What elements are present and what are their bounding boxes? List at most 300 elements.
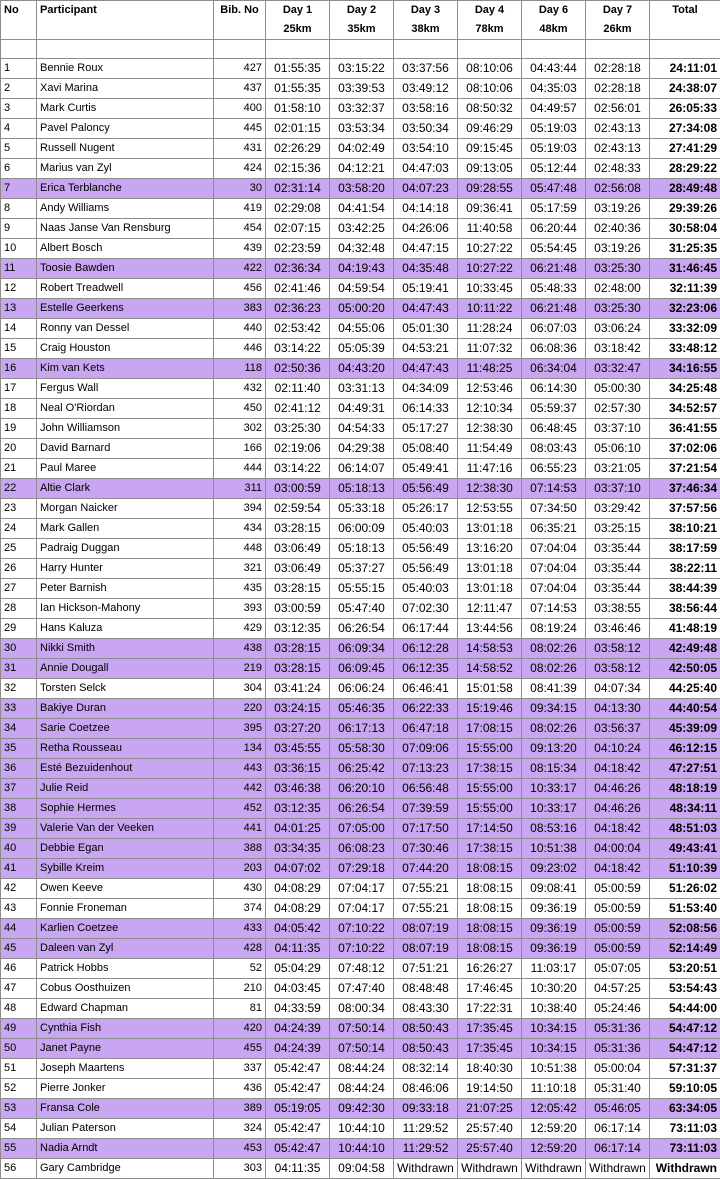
day-7-time: 02:48:00: [586, 279, 650, 299]
day-3-time: 04:47:15: [394, 239, 458, 259]
row-number: 50: [1, 1039, 37, 1059]
table-row: [1, 199, 720, 219]
participant-name: Esté Bezuidenhout: [37, 759, 214, 779]
day-2-time: 03:58:20: [330, 179, 394, 199]
day-3-time: 05:40:03: [394, 519, 458, 539]
day-6-time: 07:04:04: [522, 539, 586, 559]
day-3-time: 08:43:30: [394, 999, 458, 1019]
day-6-time: 06:07:03: [522, 319, 586, 339]
participant-name: Altie Clark: [37, 479, 214, 499]
bib-number: 422: [214, 259, 266, 279]
bib-number: 337: [214, 1059, 266, 1079]
day-1-time: 04:07:02: [266, 859, 330, 879]
row-number: 16: [1, 359, 37, 379]
day-6-time: 09:36:19: [522, 939, 586, 959]
bib-number: 450: [214, 399, 266, 419]
participant-name: Retha Rousseau: [37, 739, 214, 759]
table-row: [1, 1059, 720, 1079]
day-4-time: 18:40:30: [458, 1059, 522, 1079]
bib-number: 431: [214, 139, 266, 159]
day-2-time: 10:44:10: [330, 1139, 394, 1159]
bib-number: 394: [214, 499, 266, 519]
row-number: 35: [1, 739, 37, 759]
table-row: [1, 659, 720, 679]
participant-name: Sophie Hermes: [37, 799, 214, 819]
bib-number: 452: [214, 799, 266, 819]
participant-name: Marius van Zyl: [37, 159, 214, 179]
participant-name: Peter Barnish: [37, 579, 214, 599]
day-2-time: 07:50:14: [330, 1039, 394, 1059]
day-1-time: 04:05:42: [266, 919, 330, 939]
bib-number: 445: [214, 119, 266, 139]
day-1-time: 04:33:59: [266, 999, 330, 1019]
header-day-2: Day 2 35km: [330, 1, 394, 40]
day-7-time: 05:31:40: [586, 1079, 650, 1099]
total-time: 26:05:33: [650, 99, 720, 119]
day-6-time: 04:35:03: [522, 79, 586, 99]
day-1-time: 02:53:42: [266, 319, 330, 339]
day-3-time: 08:50:43: [394, 1039, 458, 1059]
bib-number: 424: [214, 159, 266, 179]
participant-name: Hans Kaluza: [37, 619, 214, 639]
day-6-time: 10:34:15: [522, 1019, 586, 1039]
day-6-time: 05:54:45: [522, 239, 586, 259]
day-2-time: 06:06:24: [330, 679, 394, 699]
total-time: 37:46:34: [650, 479, 720, 499]
header-day-3: Day 3 38km: [394, 1, 458, 40]
total-time: 42:49:48: [650, 639, 720, 659]
row-number: 51: [1, 1059, 37, 1079]
day-7-time: 05:24:46: [586, 999, 650, 1019]
day-6-time: 10:38:40: [522, 999, 586, 1019]
day-6-time: 12:05:42: [522, 1099, 586, 1119]
table-row: [1, 839, 720, 859]
participant-name: Owen Keeve: [37, 879, 214, 899]
day-1-time: 02:11:40: [266, 379, 330, 399]
day-2-time: 04:29:38: [330, 439, 394, 459]
day-2-time: 06:20:10: [330, 779, 394, 799]
participant-name: Estelle Geerkens: [37, 299, 214, 319]
day-4-time: 12:10:34: [458, 399, 522, 419]
day-7-time: 05:46:05: [586, 1099, 650, 1119]
day-7-time: 06:17:14: [586, 1139, 650, 1159]
day-1-time: 01:55:35: [266, 79, 330, 99]
day-3-time: 04:34:09: [394, 379, 458, 399]
total-time: 32:11:39: [650, 279, 720, 299]
bib-number: 118: [214, 359, 266, 379]
table-row: [1, 559, 720, 579]
day-1-time: 03:46:38: [266, 779, 330, 799]
row-number: 7: [1, 179, 37, 199]
row-number: 38: [1, 799, 37, 819]
participant-name: Toosie Bawden: [37, 259, 214, 279]
day-1-time: 03:28:15: [266, 639, 330, 659]
participant-name: Fergus Wall: [37, 379, 214, 399]
table-row: [1, 1159, 720, 1179]
bib-number: 134: [214, 739, 266, 759]
day-4-time: 14:58:53: [458, 639, 522, 659]
day-4-time: 08:10:06: [458, 79, 522, 99]
table-row: [1, 639, 720, 659]
table-row: [1, 519, 720, 539]
table-row: [1, 419, 720, 439]
bib-number: 437: [214, 79, 266, 99]
table-row: [1, 779, 720, 799]
day-4-time: 14:58:52: [458, 659, 522, 679]
day-2-time: 07:47:40: [330, 979, 394, 999]
day-4-time: 18:08:15: [458, 859, 522, 879]
day-7-time: 04:46:26: [586, 799, 650, 819]
day-7-time: 02:43:13: [586, 119, 650, 139]
row-number: 12: [1, 279, 37, 299]
day-4-time: 10:11:22: [458, 299, 522, 319]
day-2-time: 10:44:10: [330, 1119, 394, 1139]
participant-name: Craig Houston: [37, 339, 214, 359]
day-1-time: 03:00:59: [266, 479, 330, 499]
day-2-time: 07:29:18: [330, 859, 394, 879]
day-2-time: 05:47:40: [330, 599, 394, 619]
total-time: 73:11:03: [650, 1119, 720, 1139]
row-number: 36: [1, 759, 37, 779]
day-7-time: 04:57:25: [586, 979, 650, 999]
participant-name: Nadia Arndt: [37, 1139, 214, 1159]
table-row: [1, 1139, 720, 1159]
participant-name: Erica Terblanche: [37, 179, 214, 199]
day-3-time: 09:33:18: [394, 1099, 458, 1119]
day-2-time: 03:53:34: [330, 119, 394, 139]
participant-name: Morgan Naicker: [37, 499, 214, 519]
day-4-time: 12:38:30: [458, 419, 522, 439]
row-number: 33: [1, 699, 37, 719]
day-1-time: 03:24:15: [266, 699, 330, 719]
day-4-time: 17:08:15: [458, 719, 522, 739]
day-7-time: 03:37:10: [586, 419, 650, 439]
row-number: 21: [1, 459, 37, 479]
day-2-time: 04:54:33: [330, 419, 394, 439]
day-6-time: 09:36:19: [522, 919, 586, 939]
table-row: [1, 939, 720, 959]
day-2-time: 07:48:12: [330, 959, 394, 979]
table-row: [1, 899, 720, 919]
total-time: 45:39:09: [650, 719, 720, 739]
day-4-time: 11:47:16: [458, 459, 522, 479]
day-6-time: 10:30:20: [522, 979, 586, 999]
participant-name: Ronny van Dessel: [37, 319, 214, 339]
day-7-time: 04:00:04: [586, 839, 650, 859]
day-1-time: 04:03:45: [266, 979, 330, 999]
day-6-time: 08:03:43: [522, 439, 586, 459]
day-2-time: 05:58:30: [330, 739, 394, 759]
day-6-time: Withdrawn: [522, 1159, 586, 1179]
day-7-time: 05:00:59: [586, 939, 650, 959]
day-3-time: 05:26:17: [394, 499, 458, 519]
table-row: [1, 499, 720, 519]
day-1-time: 03:00:59: [266, 599, 330, 619]
day-2-time: 05:18:13: [330, 479, 394, 499]
day-6-time: 09:23:02: [522, 859, 586, 879]
day-7-time: 02:56:01: [586, 99, 650, 119]
table-row: [1, 279, 720, 299]
table-row: [1, 879, 720, 899]
row-number: 2: [1, 79, 37, 99]
day-7-time: 03:58:12: [586, 659, 650, 679]
day-4-time: 13:44:56: [458, 619, 522, 639]
day-4-time: 09:46:29: [458, 119, 522, 139]
day-3-time: 07:51:21: [394, 959, 458, 979]
bib-number: 442: [214, 779, 266, 799]
row-number: 22: [1, 479, 37, 499]
row-number: 26: [1, 559, 37, 579]
total-time: 54:47:12: [650, 1039, 720, 1059]
table-row: [1, 479, 720, 499]
day-2-time: 08:44:24: [330, 1079, 394, 1099]
day-1-time: 05:42:47: [266, 1059, 330, 1079]
table-row: [1, 1079, 720, 1099]
day-7-time: 05:00:59: [586, 919, 650, 939]
table-row: [1, 979, 720, 999]
total-time: 44:40:54: [650, 699, 720, 719]
total-time: 37:21:54: [650, 459, 720, 479]
row-number: 40: [1, 839, 37, 859]
day-4-time: 17:38:15: [458, 759, 522, 779]
day-4-time: 19:14:50: [458, 1079, 522, 1099]
row-number: 23: [1, 499, 37, 519]
total-time: 53:20:51: [650, 959, 720, 979]
day-3-time: Withdrawn: [394, 1159, 458, 1179]
day-2-time: 07:04:17: [330, 879, 394, 899]
day-7-time: 04:18:42: [586, 759, 650, 779]
participant-name: Naas Janse Van Rensburg: [37, 219, 214, 239]
total-time: 63:34:05: [650, 1099, 720, 1119]
day-2-time: 09:42:30: [330, 1099, 394, 1119]
day-3-time: 08:07:19: [394, 919, 458, 939]
day-7-time: 03:25:30: [586, 259, 650, 279]
day-7-time: 02:40:36: [586, 219, 650, 239]
day-2-time: 06:09:34: [330, 639, 394, 659]
day-1-time: 02:36:23: [266, 299, 330, 319]
day-1-time: 04:08:29: [266, 879, 330, 899]
day-2-time: 09:04:58: [330, 1159, 394, 1179]
bib-number: 302: [214, 419, 266, 439]
header-day-1: Day 1 25km: [266, 1, 330, 40]
participant-name: Pierre Jonker: [37, 1079, 214, 1099]
total-time: 46:12:15: [650, 739, 720, 759]
day-7-time: 06:17:14: [586, 1119, 650, 1139]
day-1-time: 04:11:35: [266, 1159, 330, 1179]
participant-name: Annie Dougall: [37, 659, 214, 679]
header-no: No: [1, 1, 37, 40]
day-4-time: 08:10:06: [458, 59, 522, 79]
day-2-time: 03:31:13: [330, 379, 394, 399]
table-row: [1, 99, 720, 119]
day-2-time: 08:44:24: [330, 1059, 394, 1079]
day-7-time: 04:46:26: [586, 779, 650, 799]
day-4-time: 17:35:45: [458, 1019, 522, 1039]
day-2-time: 06:17:13: [330, 719, 394, 739]
bib-number: 203: [214, 859, 266, 879]
day-6-time: 10:51:38: [522, 1059, 586, 1079]
day-6-time: 07:14:53: [522, 599, 586, 619]
total-time: 31:25:35: [650, 239, 720, 259]
table-row: [1, 439, 720, 459]
table-row: [1, 959, 720, 979]
participant-name: Cynthia Fish: [37, 1019, 214, 1039]
day-7-time: 03:18:42: [586, 339, 650, 359]
day-4-time: 17:35:45: [458, 1039, 522, 1059]
day-1-time: 05:04:29: [266, 959, 330, 979]
bib-number: 81: [214, 999, 266, 1019]
day-4-time: 09:13:05: [458, 159, 522, 179]
day-1-time: 02:41:46: [266, 279, 330, 299]
bib-number: 454: [214, 219, 266, 239]
day-2-time: 05:33:18: [330, 499, 394, 519]
day-1-time: 02:36:34: [266, 259, 330, 279]
table-row: [1, 1099, 720, 1119]
day-1-time: 05:19:05: [266, 1099, 330, 1119]
day-4-time: 15:19:46: [458, 699, 522, 719]
day-6-time: 12:59:20: [522, 1119, 586, 1139]
table-row: [1, 739, 720, 759]
day-7-time: 05:07:05: [586, 959, 650, 979]
day-3-time: 07:02:30: [394, 599, 458, 619]
day-2-time: 07:05:00: [330, 819, 394, 839]
day-2-time: 04:12:21: [330, 159, 394, 179]
day-4-time: 13:16:20: [458, 539, 522, 559]
day-1-time: 03:28:15: [266, 659, 330, 679]
participant-name: Fonnie Froneman: [37, 899, 214, 919]
bib-number: 400: [214, 99, 266, 119]
day-7-time: 03:35:44: [586, 559, 650, 579]
day-4-time: 11:54:49: [458, 439, 522, 459]
day-4-time: 15:55:00: [458, 739, 522, 759]
day-2-time: 03:42:25: [330, 219, 394, 239]
row-number: 8: [1, 199, 37, 219]
bib-number: 324: [214, 1119, 266, 1139]
participant-name: John Williamson: [37, 419, 214, 439]
total-time: 38:44:39: [650, 579, 720, 599]
day-7-time: 05:31:36: [586, 1019, 650, 1039]
day-2-time: 04:55:06: [330, 319, 394, 339]
day-3-time: 04:07:23: [394, 179, 458, 199]
day-7-time: 04:18:42: [586, 819, 650, 839]
bib-number: 304: [214, 679, 266, 699]
participant-name: Torsten Selck: [37, 679, 214, 699]
total-time: 73:11:03: [650, 1139, 720, 1159]
participant-name: Julian Paterson: [37, 1119, 214, 1139]
table-row: [1, 339, 720, 359]
day-4-time: 13:01:18: [458, 519, 522, 539]
day-1-time: 03:06:49: [266, 539, 330, 559]
day-1-time: 02:50:36: [266, 359, 330, 379]
day-1-time: 03:12:35: [266, 619, 330, 639]
bib-number: 439: [214, 239, 266, 259]
day-6-time: 05:19:03: [522, 119, 586, 139]
day-4-time: 11:28:24: [458, 319, 522, 339]
header-total: Total: [650, 1, 720, 40]
bib-number: 166: [214, 439, 266, 459]
table-row: [1, 239, 720, 259]
day-3-time: 07:30:46: [394, 839, 458, 859]
total-time: 27:34:08: [650, 119, 720, 139]
day-2-time: 06:08:23: [330, 839, 394, 859]
day-2-time: 03:15:22: [330, 59, 394, 79]
participant-name: Gary Cambridge: [37, 1159, 214, 1179]
day-6-time: 06:21:48: [522, 299, 586, 319]
day-3-time: 07:17:50: [394, 819, 458, 839]
row-number: 55: [1, 1139, 37, 1159]
day-1-time: 02:31:14: [266, 179, 330, 199]
day-4-time: 11:07:32: [458, 339, 522, 359]
spacer-row: [1, 40, 720, 59]
participant-name: Mark Curtis: [37, 99, 214, 119]
bib-number: 374: [214, 899, 266, 919]
day-6-time: 10:34:15: [522, 1039, 586, 1059]
day-3-time: 06:22:33: [394, 699, 458, 719]
day-3-time: 08:07:19: [394, 939, 458, 959]
day-7-time: 03:29:42: [586, 499, 650, 519]
row-number: 43: [1, 899, 37, 919]
header-participant: Participant: [37, 1, 214, 40]
row-number: 11: [1, 259, 37, 279]
table-row: [1, 1019, 720, 1039]
participant-name: Harry Hunter: [37, 559, 214, 579]
table-row: [1, 259, 720, 279]
participant-name: Kim van Kets: [37, 359, 214, 379]
day-3-time: 04:53:21: [394, 339, 458, 359]
results-body: [1, 40, 720, 1179]
day-1-time: 02:29:08: [266, 199, 330, 219]
participant-name: Neal O'Riordan: [37, 399, 214, 419]
day-1-time: 02:23:59: [266, 239, 330, 259]
day-3-time: 11:29:52: [394, 1119, 458, 1139]
total-time: 59:10:05: [650, 1079, 720, 1099]
day-4-time: 25:57:40: [458, 1139, 522, 1159]
day-1-time: 04:01:25: [266, 819, 330, 839]
day-3-time: 07:55:21: [394, 899, 458, 919]
day-1-time: 01:55:35: [266, 59, 330, 79]
day-7-time: 03:06:24: [586, 319, 650, 339]
row-number: 41: [1, 859, 37, 879]
participant-name: Janet Payne: [37, 1039, 214, 1059]
day-7-time: 05:06:10: [586, 439, 650, 459]
day-3-time: 05:01:30: [394, 319, 458, 339]
total-time: 52:08:56: [650, 919, 720, 939]
bib-number: 383: [214, 299, 266, 319]
row-number: 48: [1, 999, 37, 1019]
day-4-time: 12:11:47: [458, 599, 522, 619]
header-row: [1, 1, 720, 40]
day-6-time: 11:10:18: [522, 1079, 586, 1099]
day-3-time: 05:08:40: [394, 439, 458, 459]
table-row: [1, 679, 720, 699]
day-3-time: 07:09:06: [394, 739, 458, 759]
table-row: [1, 919, 720, 939]
total-time: 29:39:26: [650, 199, 720, 219]
total-time: 38:22:11: [650, 559, 720, 579]
row-number: 56: [1, 1159, 37, 1179]
day-7-time: 02:57:30: [586, 399, 650, 419]
day-1-time: 03:28:15: [266, 519, 330, 539]
day-1-time: 03:45:55: [266, 739, 330, 759]
bib-number: 436: [214, 1079, 266, 1099]
row-number: 25: [1, 539, 37, 559]
day-3-time: 05:19:41: [394, 279, 458, 299]
bib-number: 443: [214, 759, 266, 779]
day-6-time: 08:02:26: [522, 719, 586, 739]
participant-name: Cobus Oosthuizen: [37, 979, 214, 999]
day-2-time: 04:49:31: [330, 399, 394, 419]
day-7-time: 04:13:30: [586, 699, 650, 719]
